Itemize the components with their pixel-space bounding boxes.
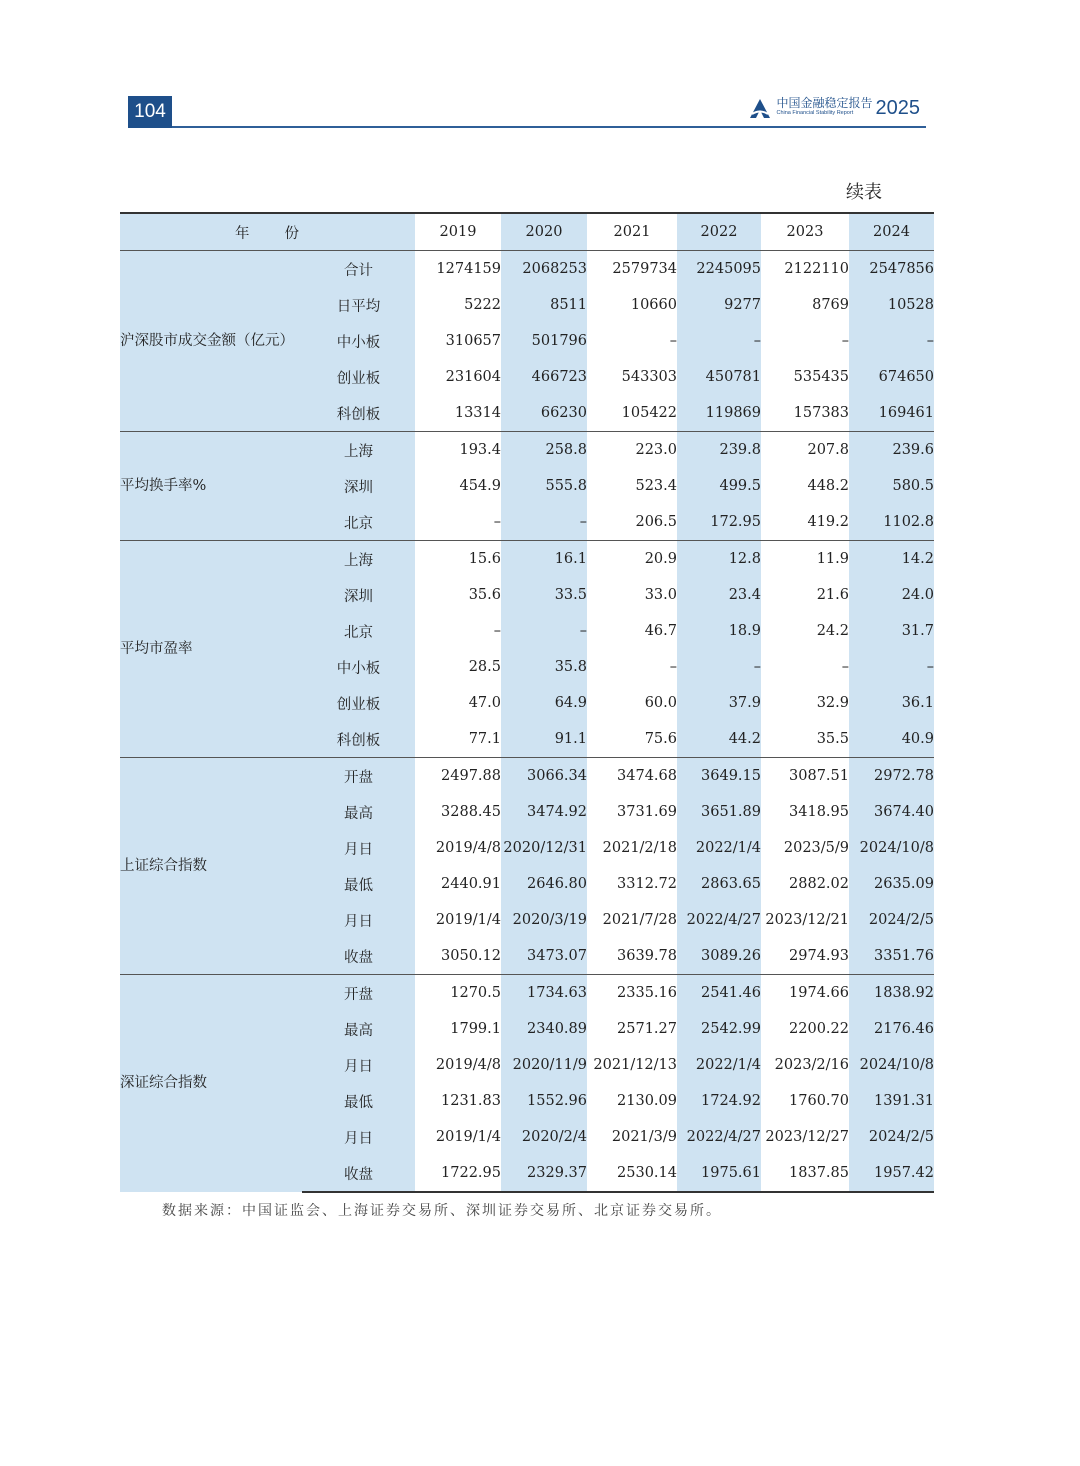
value-cell: – xyxy=(677,323,761,359)
value-cell: 206.5 xyxy=(635,514,677,530)
value-cell: 16.1 xyxy=(501,541,587,578)
value-cell: 2068253 xyxy=(501,251,587,288)
value-cell: 2023/12/21 xyxy=(765,912,849,928)
value-cell: 466723 xyxy=(501,359,587,395)
report-logo xyxy=(748,96,920,124)
table-row xyxy=(120,432,934,469)
value-cell: 2020/11/9 xyxy=(501,1047,587,1083)
value-cell: 239.8 xyxy=(677,432,761,469)
value-cell: 2122110 xyxy=(784,261,849,277)
value-cell: 46.7 xyxy=(644,623,677,639)
value-cell: – xyxy=(849,649,934,685)
value-cell: 3674.40 xyxy=(849,794,934,830)
value-cell: – xyxy=(669,659,677,675)
logo-icon xyxy=(748,97,772,121)
value-cell: 15.6 xyxy=(415,541,501,578)
value-cell: – xyxy=(669,333,677,349)
row-label: 月日 xyxy=(302,902,415,938)
value-cell: 3087.51 xyxy=(761,758,849,795)
value-cell: 3731.69 xyxy=(617,804,677,820)
value-cell: 3312.72 xyxy=(617,876,677,892)
value-cell: 33.0 xyxy=(644,587,677,603)
value-cell: 8511 xyxy=(501,287,587,323)
value-cell: 2023/12/27 xyxy=(765,1129,849,1145)
row-label: 开盘 xyxy=(302,975,415,1012)
row-label: 最低 xyxy=(302,866,415,902)
value-cell: 157383 xyxy=(793,405,849,421)
value-cell: 2547856 xyxy=(849,251,934,288)
continued-label: 续表 xyxy=(846,182,882,203)
value-cell: 21.6 xyxy=(816,587,849,603)
year-col: 2020 xyxy=(501,213,587,251)
table-body xyxy=(120,251,934,1193)
value-cell: 450781 xyxy=(677,359,761,395)
row-label: 月日 xyxy=(302,830,415,866)
value-cell: 1734.63 xyxy=(501,975,587,1012)
year-header-cell xyxy=(120,213,415,251)
value-cell: 20.9 xyxy=(587,541,677,578)
value-cell: 1274159 xyxy=(436,261,501,277)
value-cell: 1722.95 xyxy=(415,1155,501,1192)
value-cell: 2497.88 xyxy=(415,758,501,795)
row-label: 最低 xyxy=(302,1083,415,1119)
row-label: 日平均 xyxy=(302,287,415,323)
value-cell: 2021/2/18 xyxy=(602,840,677,856)
value-cell: 91.1 xyxy=(501,721,587,758)
value-cell: 2245095 xyxy=(677,251,761,288)
value-cell: 35.8 xyxy=(501,649,587,685)
source-note: 数据来源：中国证监会、上海证券交易所、深圳证券交易所、北京证券交易所。 xyxy=(162,1203,722,1219)
value-cell: 1724.92 xyxy=(677,1083,761,1119)
value-cell: 1270.5 xyxy=(415,975,501,1012)
row-label: 收盘 xyxy=(302,1155,415,1192)
value-cell: 2635.09 xyxy=(849,866,934,902)
value-cell: 13314 xyxy=(454,405,501,421)
value-cell: 2571.27 xyxy=(617,1021,677,1037)
category-label: 深证综合指数 xyxy=(120,975,302,1193)
value-cell: – xyxy=(841,659,849,675)
value-cell: 231604 xyxy=(445,369,501,385)
value-cell: 60.0 xyxy=(644,695,677,711)
value-cell: 2019/1/4 xyxy=(435,912,501,928)
value-cell: 77.1 xyxy=(468,731,501,747)
year-col: 2024 xyxy=(849,213,934,251)
value-cell: 1975.61 xyxy=(677,1155,761,1192)
value-cell: 523.4 xyxy=(635,478,677,494)
value-cell: – xyxy=(501,613,587,649)
value-cell: 258.8 xyxy=(501,432,587,469)
row-label: 科创板 xyxy=(302,395,415,432)
value-cell: 419.2 xyxy=(807,514,849,530)
value-cell: 3066.34 xyxy=(501,758,587,795)
value-cell: 2200.22 xyxy=(789,1021,849,1037)
category-label: 平均换手率% xyxy=(120,432,302,541)
value-cell: 2176.46 xyxy=(849,1011,934,1047)
year-col: 2023 xyxy=(761,213,849,251)
value-cell: 1974.66 xyxy=(761,975,849,1012)
value-cell: 44.2 xyxy=(677,721,761,758)
header-row xyxy=(120,213,934,251)
row-label: 深圳 xyxy=(302,577,415,613)
value-cell: 223.0 xyxy=(587,432,677,469)
value-cell: 2024/2/5 xyxy=(849,902,934,938)
value-cell: 5222 xyxy=(464,297,501,313)
year-col: 2021 xyxy=(587,213,677,251)
value-cell: 2542.99 xyxy=(677,1011,761,1047)
value-cell: 36.1 xyxy=(849,685,934,721)
value-cell: 3288.45 xyxy=(441,804,501,820)
value-cell: 64.9 xyxy=(501,685,587,721)
value-cell: 1837.85 xyxy=(761,1155,849,1192)
value-cell: 75.6 xyxy=(644,731,677,747)
value-cell: 12.8 xyxy=(677,541,761,578)
value-cell: 2130.09 xyxy=(617,1093,677,1109)
value-cell: 2019/4/8 xyxy=(435,1057,501,1073)
page-number: 104 xyxy=(128,96,172,128)
value-cell: 1552.96 xyxy=(501,1083,587,1119)
row-label: 最高 xyxy=(302,1011,415,1047)
value-cell: 310657 xyxy=(445,333,501,349)
value-cell: 207.8 xyxy=(761,432,849,469)
value-cell: 40.9 xyxy=(849,721,934,758)
value-cell: – xyxy=(849,323,934,359)
value-cell: 2974.93 xyxy=(789,948,849,964)
value-cell: 2021/7/28 xyxy=(602,912,677,928)
value-cell: 32.9 xyxy=(816,695,849,711)
table-row xyxy=(120,975,934,1012)
value-cell: 1391.31 xyxy=(849,1083,934,1119)
row-label: 收盘 xyxy=(302,938,415,975)
value-cell: 1102.8 xyxy=(849,504,934,541)
category-label: 沪深股市成交金额（亿元） xyxy=(120,251,302,432)
value-cell: 2340.89 xyxy=(501,1011,587,1047)
table-row xyxy=(120,251,934,288)
value-cell: 24.2 xyxy=(816,623,849,639)
value-cell: – xyxy=(501,504,587,541)
value-cell: 1838.92 xyxy=(849,975,934,1012)
value-cell: 172.95 xyxy=(677,504,761,541)
value-cell: 2972.78 xyxy=(849,758,934,795)
value-cell: 1957.42 xyxy=(849,1155,934,1192)
row-label: 中小板 xyxy=(302,649,415,685)
row-label: 创业板 xyxy=(302,359,415,395)
value-cell: 14.2 xyxy=(849,541,934,578)
value-cell: 501796 xyxy=(501,323,587,359)
value-cell: 10528 xyxy=(849,287,934,323)
value-cell: 2024/10/8 xyxy=(849,830,934,866)
value-cell: 535435 xyxy=(793,369,849,385)
year-col: 2022 xyxy=(677,213,761,251)
value-cell: 2020/2/4 xyxy=(501,1119,587,1155)
value-cell: 9277 xyxy=(677,287,761,323)
row-label: 北京 xyxy=(302,613,415,649)
value-cell: 31.7 xyxy=(849,613,934,649)
value-cell: 2863.65 xyxy=(677,866,761,902)
value-cell: – xyxy=(841,333,849,349)
row-label: 中小板 xyxy=(302,323,415,359)
value-cell: 66230 xyxy=(501,395,587,432)
page-header xyxy=(128,96,926,130)
value-cell: 2022/4/27 xyxy=(677,902,761,938)
value-cell: – xyxy=(677,649,761,685)
value-cell: 169461 xyxy=(849,395,934,432)
value-cell: 499.5 xyxy=(677,468,761,504)
value-cell: 239.6 xyxy=(849,432,934,469)
category-label: 平均市盈率 xyxy=(120,541,302,758)
value-cell: 37.9 xyxy=(677,685,761,721)
value-cell: 580.5 xyxy=(849,468,934,504)
row-label: 科创板 xyxy=(302,721,415,758)
row-label: 最高 xyxy=(302,794,415,830)
row-label: 深圳 xyxy=(302,468,415,504)
market-data-table xyxy=(120,212,934,1193)
value-cell: 448.2 xyxy=(807,478,849,494)
value-cell: 543303 xyxy=(621,369,677,385)
value-cell: 2022/1/4 xyxy=(677,1047,761,1083)
value-cell: 1231.83 xyxy=(441,1093,501,1109)
value-cell: 2023/5/9 xyxy=(783,840,849,856)
value-cell: 3649.15 xyxy=(677,758,761,795)
value-cell: 1799.1 xyxy=(450,1021,501,1037)
value-cell: 18.9 xyxy=(677,613,761,649)
row-label: 上海 xyxy=(302,432,415,469)
value-cell: 2021/12/13 xyxy=(593,1057,677,1073)
header-rule xyxy=(172,126,926,128)
value-cell: 2024/10/8 xyxy=(849,1047,934,1083)
report-year: 2025 xyxy=(875,97,920,119)
value-cell: 2023/2/16 xyxy=(774,1057,849,1073)
value-cell: 28.5 xyxy=(468,659,501,675)
value-cell: 555.8 xyxy=(501,468,587,504)
value-cell: 35.6 xyxy=(468,587,501,603)
value-cell: 35.5 xyxy=(816,731,849,747)
value-cell: 2530.14 xyxy=(587,1155,677,1192)
row-label: 创业板 xyxy=(302,685,415,721)
value-cell: 24.0 xyxy=(849,577,934,613)
value-cell: 2646.80 xyxy=(501,866,587,902)
year-header-label: 年 份 xyxy=(235,225,300,242)
report-title-cn: 中国金融稳定报告 xyxy=(776,96,873,110)
value-cell: – xyxy=(493,623,501,639)
value-cell: 2335.16 xyxy=(587,975,677,1012)
year-col: 2019 xyxy=(415,213,501,251)
value-cell: 8769 xyxy=(812,297,849,313)
value-cell: 3651.89 xyxy=(677,794,761,830)
value-cell: 105422 xyxy=(621,405,677,421)
value-cell: 2020/12/31 xyxy=(501,830,587,866)
value-cell: 2019/4/8 xyxy=(435,840,501,856)
category-label: 上证综合指数 xyxy=(120,758,302,975)
value-cell: 3050.12 xyxy=(441,948,501,964)
value-cell: 3639.78 xyxy=(617,948,677,964)
value-cell: 2019/1/4 xyxy=(435,1129,501,1145)
value-cell: 119869 xyxy=(677,395,761,432)
value-cell: – xyxy=(493,514,501,530)
value-cell: 2022/1/4 xyxy=(677,830,761,866)
value-cell: 23.4 xyxy=(677,577,761,613)
value-cell: 2329.37 xyxy=(501,1155,587,1192)
value-cell: 3351.76 xyxy=(849,938,934,975)
value-cell: 47.0 xyxy=(468,695,501,711)
value-cell: 2024/2/5 xyxy=(849,1119,934,1155)
value-cell: 3473.07 xyxy=(501,938,587,975)
value-cell: 2440.91 xyxy=(441,876,501,892)
value-cell: 193.4 xyxy=(415,432,501,469)
value-cell: 33.5 xyxy=(501,577,587,613)
value-cell: 3474.68 xyxy=(587,758,677,795)
value-cell: 3474.92 xyxy=(501,794,587,830)
value-cell: 674650 xyxy=(849,359,934,395)
value-cell: 2022/4/27 xyxy=(677,1119,761,1155)
value-cell: 2579734 xyxy=(612,261,677,277)
report-title-en: China Financial Stability Report xyxy=(776,110,854,116)
row-label: 开盘 xyxy=(302,758,415,795)
value-cell: 2882.02 xyxy=(789,876,849,892)
value-cell: 2021/3/9 xyxy=(611,1129,677,1145)
value-cell: 2020/3/19 xyxy=(501,902,587,938)
value-cell: 10660 xyxy=(630,297,677,313)
row-label: 合计 xyxy=(302,251,415,288)
value-cell: 454.9 xyxy=(459,478,501,494)
table-row xyxy=(120,758,934,795)
value-cell: 3418.95 xyxy=(789,804,849,820)
row-label: 上海 xyxy=(302,541,415,578)
row-label: 月日 xyxy=(302,1119,415,1155)
value-cell: 2541.46 xyxy=(677,975,761,1012)
value-cell: 1760.70 xyxy=(789,1093,849,1109)
value-cell: 11.9 xyxy=(761,541,849,578)
table-row xyxy=(120,541,934,578)
row-label: 月日 xyxy=(302,1047,415,1083)
value-cell: 3089.26 xyxy=(677,938,761,975)
row-label: 北京 xyxy=(302,504,415,541)
